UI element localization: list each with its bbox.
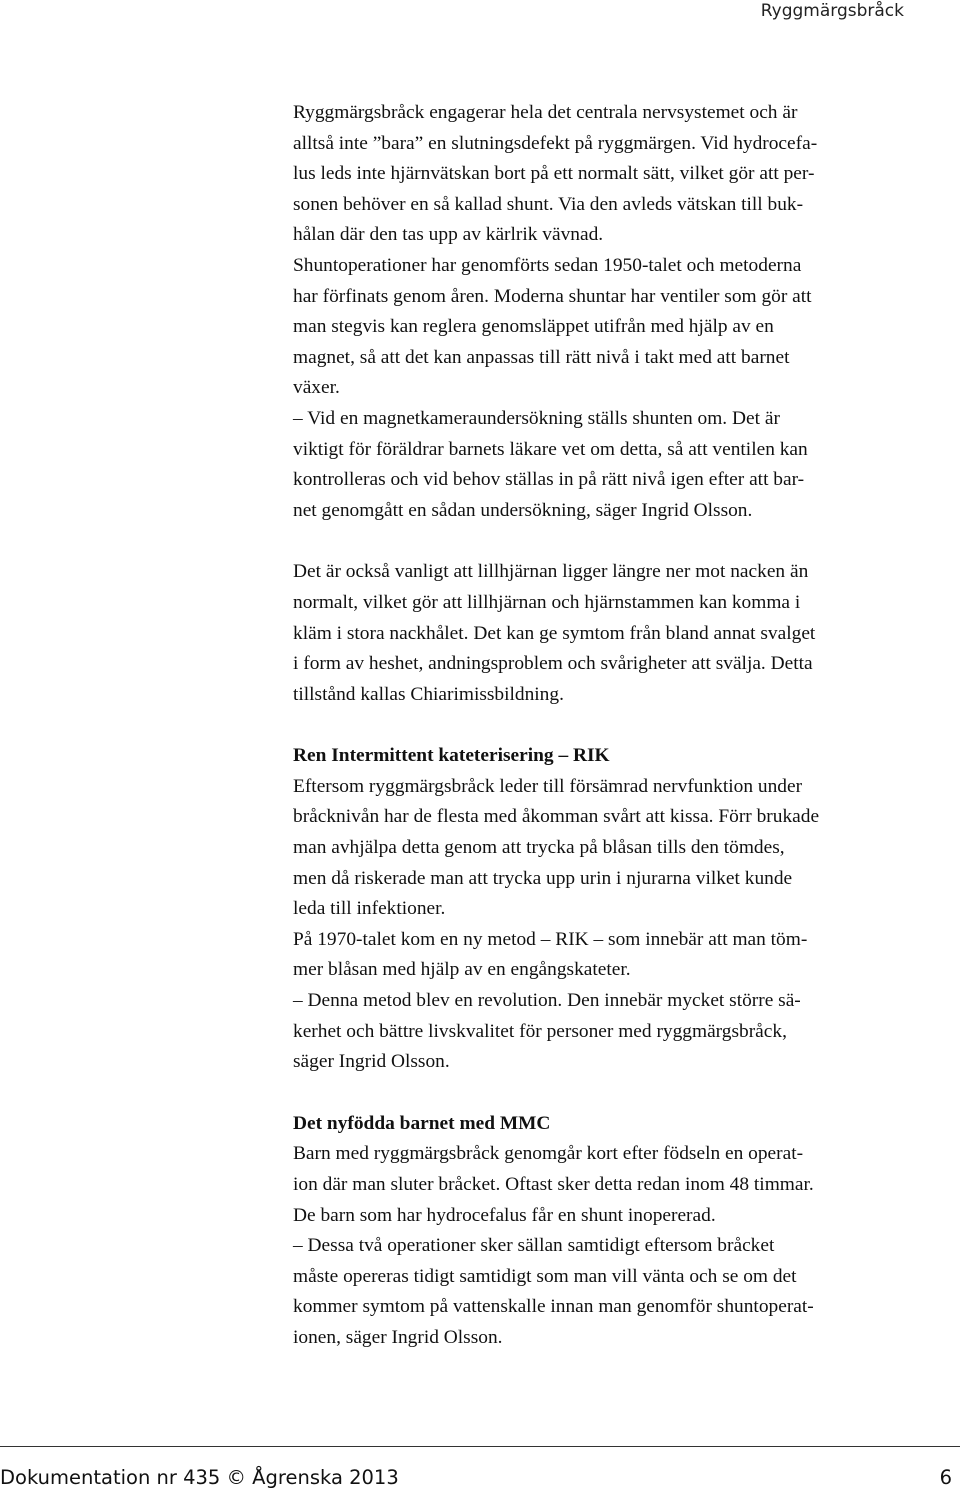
article-body	[293, 98, 933, 1354]
text-line: säger Ingrid Olsson.	[293, 1051, 450, 1073]
footer-divider	[0, 1446, 960, 1447]
section-heading-mmc: Det nyfödda barnet med MMC	[293, 1112, 551, 1134]
running-header-title: Ryggmärgsbråck	[760, 1, 904, 21]
text-line: hålan där den tas upp av kärlrik vävnad.	[293, 224, 604, 246]
text-line: växer.	[293, 377, 340, 399]
paragraph-hydrocephalus	[293, 98, 933, 526]
section-rik	[293, 741, 933, 1078]
text-line: Eftersom ryggmärgsbråck leder till försämrad nervfunktion under	[293, 775, 803, 797]
text-line: kontrolleras och vid behov ställas in på rätt nivå igen efter att bar-	[293, 469, 805, 491]
text-line: – Vid en magnetkameraundersökning ställs shunten om. Det är	[293, 407, 780, 429]
text-line: – Dessa två operationer sker sällan samtidigt eftersom bråcket	[293, 1235, 775, 1257]
footer-page-number: 6	[939, 1466, 952, 1489]
text-line: man stegvis kan reglera genomsläppet utifrån med hjälp av en	[293, 316, 774, 338]
paragraph-gap	[293, 526, 933, 557]
text-line: sonen behöver en så kallad shunt. Via den avleds vätskan till buk-	[293, 193, 804, 215]
text-line: bråcknivån har de flesta med åkomman svårt att kissa. Förr brukade	[293, 806, 820, 828]
text-line: måste opereras tidigt samtidigt som man vill vänta och se om det	[293, 1265, 797, 1287]
text-line: leda till infektioner.	[293, 898, 446, 920]
text-line: alltså inte ”bara” en slutningsdefekt på ryggmärgen. Vid hydrocefa-	[293, 132, 818, 154]
text-line: kläm i stora nackhålet. Det kan ge symtom från bland annat svalget	[293, 622, 816, 644]
text-line: Shuntoperationer har genomförts sedan 1950-talet och metoderna	[293, 254, 802, 276]
text-line: i form av heshet, andningsproblem och svårigheter att svälja. Detta	[293, 653, 813, 675]
footer-publication: Dokumentation nr 435 © Ågrenska 2013	[0, 1466, 399, 1489]
text-line: Barn med ryggmärgsbråck genomgår kort efter födseln en operat-	[293, 1143, 804, 1165]
section-heading-rik: Ren Intermittent kateterisering – RIK	[293, 745, 610, 767]
text-line: net genomgått en sådan undersökning, säger Ingrid Olsson.	[293, 499, 753, 521]
text-line: Ryggmärgsbråck engagerar hela det centrala nervsystemet och är	[293, 102, 798, 123]
text-line: Det är också vanligt att lillhjärnan ligger längre ner mot nacken än	[293, 561, 809, 583]
text-line: man avhjälpa detta genom att trycka på blåsan tills den tömdes,	[293, 837, 785, 859]
text-line: viktigt för föräldrar barnets läkare vet om detta, så att ventilen kan	[293, 438, 808, 460]
text-line: magnet, så att det kan anpassas till rätt nivå i takt med att barnet	[293, 346, 790, 368]
text-line: ion där man sluter bråcket. Oftast sker detta redan inom 48 timmar.	[293, 1174, 814, 1195]
text-line: – Denna metod blev en revolution. Den innebär mycket större sä-	[293, 990, 801, 1012]
section-mmc	[293, 1109, 933, 1354]
text-line: normalt, vilket gör att lillhjärnan och hjärnstammen kan komma i	[293, 591, 801, 613]
text-line: De barn som har hydrocefalus får en shunt inopererad.	[293, 1204, 716, 1226]
paragraph-chiari	[293, 557, 933, 710]
text-line: ionen, säger Ingrid Olsson.	[293, 1326, 503, 1348]
text-line: kerhet och bättre livskvalitet för personer med ryggmärgsbråck,	[293, 1020, 787, 1042]
text-line: lus leds inte hjärnvätskan bort på ett normalt sätt, vilket gör att per-	[293, 163, 815, 185]
text-line: mer blåsan med hjälp av en engångskateter.	[293, 959, 631, 981]
text-line: På 1970-talet kom en ny metod – RIK – som innebär att man töm-	[293, 928, 808, 950]
text-line: men då riskerade man att trycka upp urin i njurarna vilket kunde	[293, 867, 793, 889]
paragraph-gap	[293, 1078, 933, 1109]
paragraph-gap	[293, 710, 933, 741]
text-line: tillstånd kallas Chiarimissbildning.	[293, 683, 564, 705]
text-line: har förfinats genom åren. Moderna shuntar har ventiler som gör att	[293, 285, 812, 307]
text-line: kommer symtom på vattenskalle innan man genomför shuntoperat-	[293, 1296, 814, 1318]
